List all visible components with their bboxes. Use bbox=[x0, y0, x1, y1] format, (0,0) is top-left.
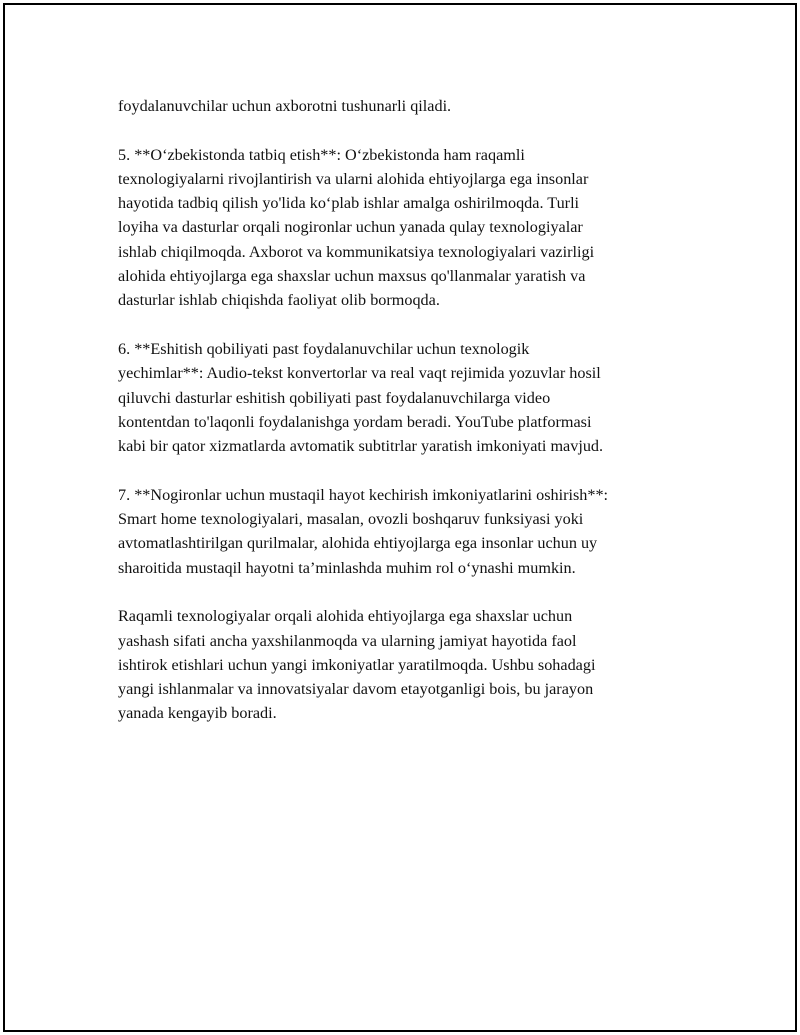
document-page bbox=[3, 3, 797, 1032]
paragraph-item-7: 7. **Nogironlar uchun mustaqil hayot kechirish imkoniyatlarini oshirish**: Smart home texnologiyalari, masalan, ovozli boshqaruv funksiyasi yoki avtomatlashtirilgan qurilmalar, alohida ehtiyojlarga ega insonlar uchun uy sharoitida mustaqil hayotni ta’minlashda muhim rol o‘ynashi mumkin. bbox=[118, 485, 609, 577]
paragraph-continuation: foydalanuvchilar uchun axborotni tushunarli qiladi. bbox=[118, 97, 452, 115]
paragraph-item-6: 6. **Eshitish qobiliyati past foydalanuvchilar uchun texnologik yechimlar**: Audio-tekst konvertorlar va real vaqt rejimida yozuvlar hosil qiluvchi dasturlar eshitish qobiliyati past foydalanuvchilarga video kontentdan to'laqonli foydalanishga yordam beradi. YouTube platformasi kabi bir qator xizmatlarda avtomatik subtitrlar yaratish imkoniyati mavjud. bbox=[118, 339, 604, 456]
paragraph-item-5: 5. **O‘zbekistonda tatbiq etish**: O‘zbekistonda ham raqamli texnologiyalarni rivojlantirish va ularni alohida ehtiyojlarga ega insonlar hayotida tadbiq qilish yo'lida ko‘plab ishlar amalga oshirilmoqda. Turli loyiha va dasturlar orqali nogironlar uchun yanada qulay texnologiyalar ishlab chiqilmoqda. Axborot va kommunikatsiya texnologiyalari vazirligi alohida ehtiyojlarga ega shaxslar uchun maxsus qo'llanmalar yaratish va dasturlar ishlab chiqishda faoliyat olib bormoqda. bbox=[118, 145, 595, 310]
paragraph-conclusion: Raqamli texnologiyalar orqali alohida ehtiyojlarga ega shaxslar uchun yashash sifati ancha yaxshilanmoqda va ularning jamiyat hayotida faol ishtirok etishlari uchun yangi imkoniyatlar yaratilmoqda. Ushbu sohadagi yangi ishlanmalar va innovatsiyalar davom etayotganligi bois, bu jarayon yanada kengayib boradi. bbox=[118, 607, 596, 723]
document-body bbox=[118, 94, 693, 750]
